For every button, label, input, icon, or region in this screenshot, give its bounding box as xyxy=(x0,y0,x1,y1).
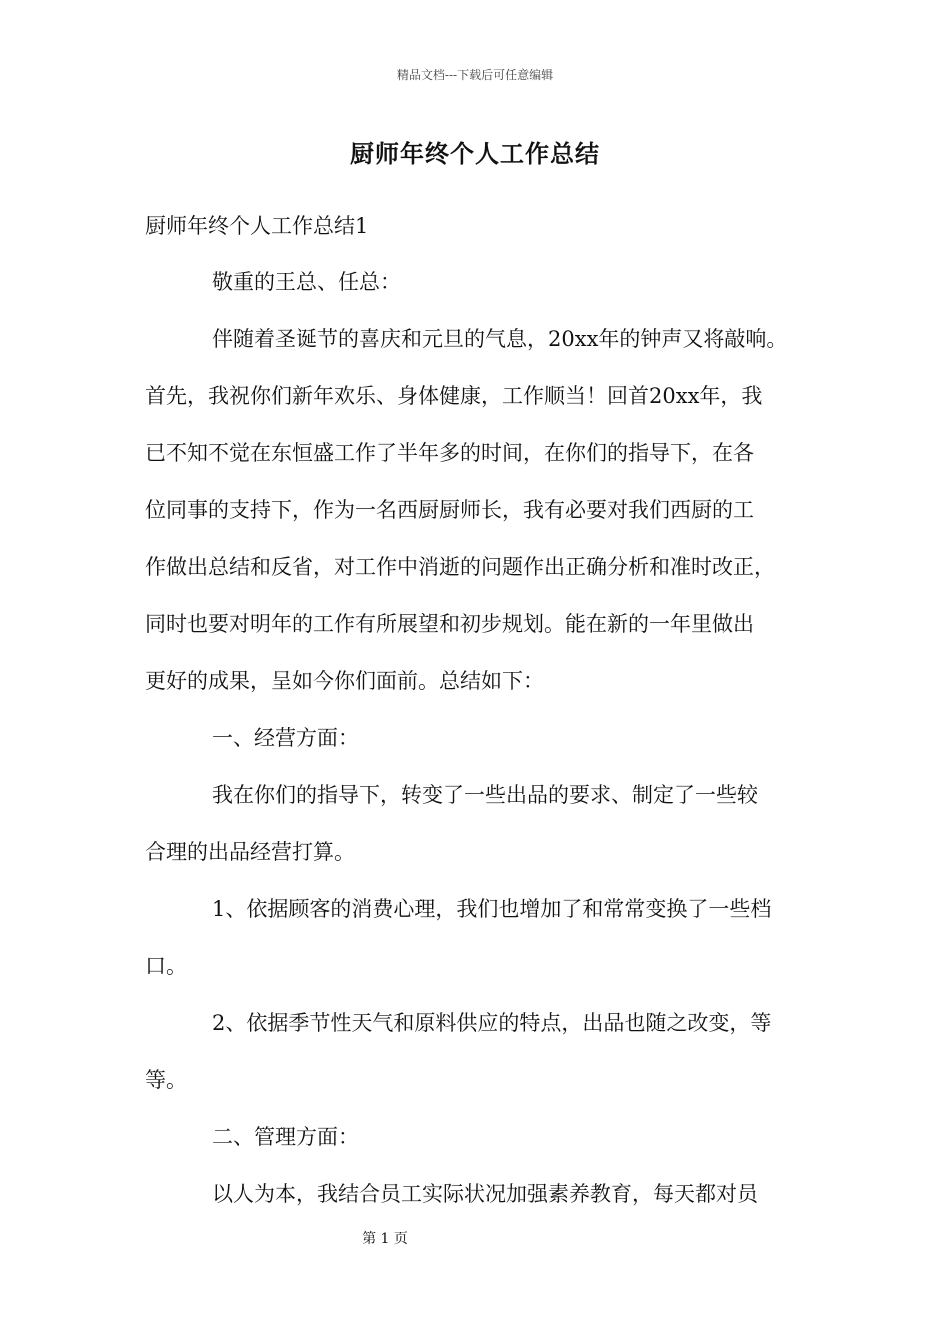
paragraph-line: 伴随着圣诞节的喜庆和元旦的气息，20xx年的钟声又将敲响。 xyxy=(212,327,788,351)
paragraph-line: 以人为本，我结合员工实际状况加强素养教育，每天都对员 xyxy=(212,1182,758,1206)
page-number: 第 1 页 xyxy=(362,1231,408,1247)
list-item: 2、依据季节性天气和原料供应的特点，出品也随之改变，等 xyxy=(212,1011,772,1035)
section-heading: 厨师年终个人工作总结1 xyxy=(145,214,369,238)
paragraph-line: 我在你们的指导下，转变了一些出品的要求、制定了一些较 xyxy=(212,783,758,807)
list-item-continuation: 口。 xyxy=(145,954,187,978)
paragraph-line: 合理的出品经营打算。 xyxy=(145,840,355,864)
salutation: 敬重的王总、任总： xyxy=(212,270,401,294)
paragraph-line: 更好的成果，呈如今你们面前。总结如下： xyxy=(145,669,544,693)
list-item-continuation: 等。 xyxy=(145,1068,187,1092)
paragraph-line: 同时也要对明年的工作有所展望和初步规划。能在新的一年里做出 xyxy=(145,612,754,636)
document-title: 厨师年终个人工作总结 xyxy=(350,139,600,168)
paragraph-line: 作做出总结和反省，对工作中消逝的问题作出正确分析和准时改正， xyxy=(145,555,775,579)
paragraph-line: 首先，我祝你们新年欢乐、身体健康，工作顺当！回首20xx年，我 xyxy=(145,384,763,408)
subheading-management: 二、管理方面： xyxy=(212,1125,359,1149)
subheading-business: 一、经营方面： xyxy=(212,726,359,750)
list-item: 1、依据顾客的消费心理，我们也增加了和常常变换了一些档 xyxy=(212,897,772,921)
paragraph-line: 位同事的支持下，作为一名西厨厨师长，我有必要对我们西厨的工 xyxy=(145,498,754,522)
paragraph-line: 已不知不觉在东恒盛工作了半年多的时间，在你们的指导下，在各 xyxy=(145,441,754,465)
page-header: 精品文档---下载后可任意编辑 xyxy=(396,68,554,82)
